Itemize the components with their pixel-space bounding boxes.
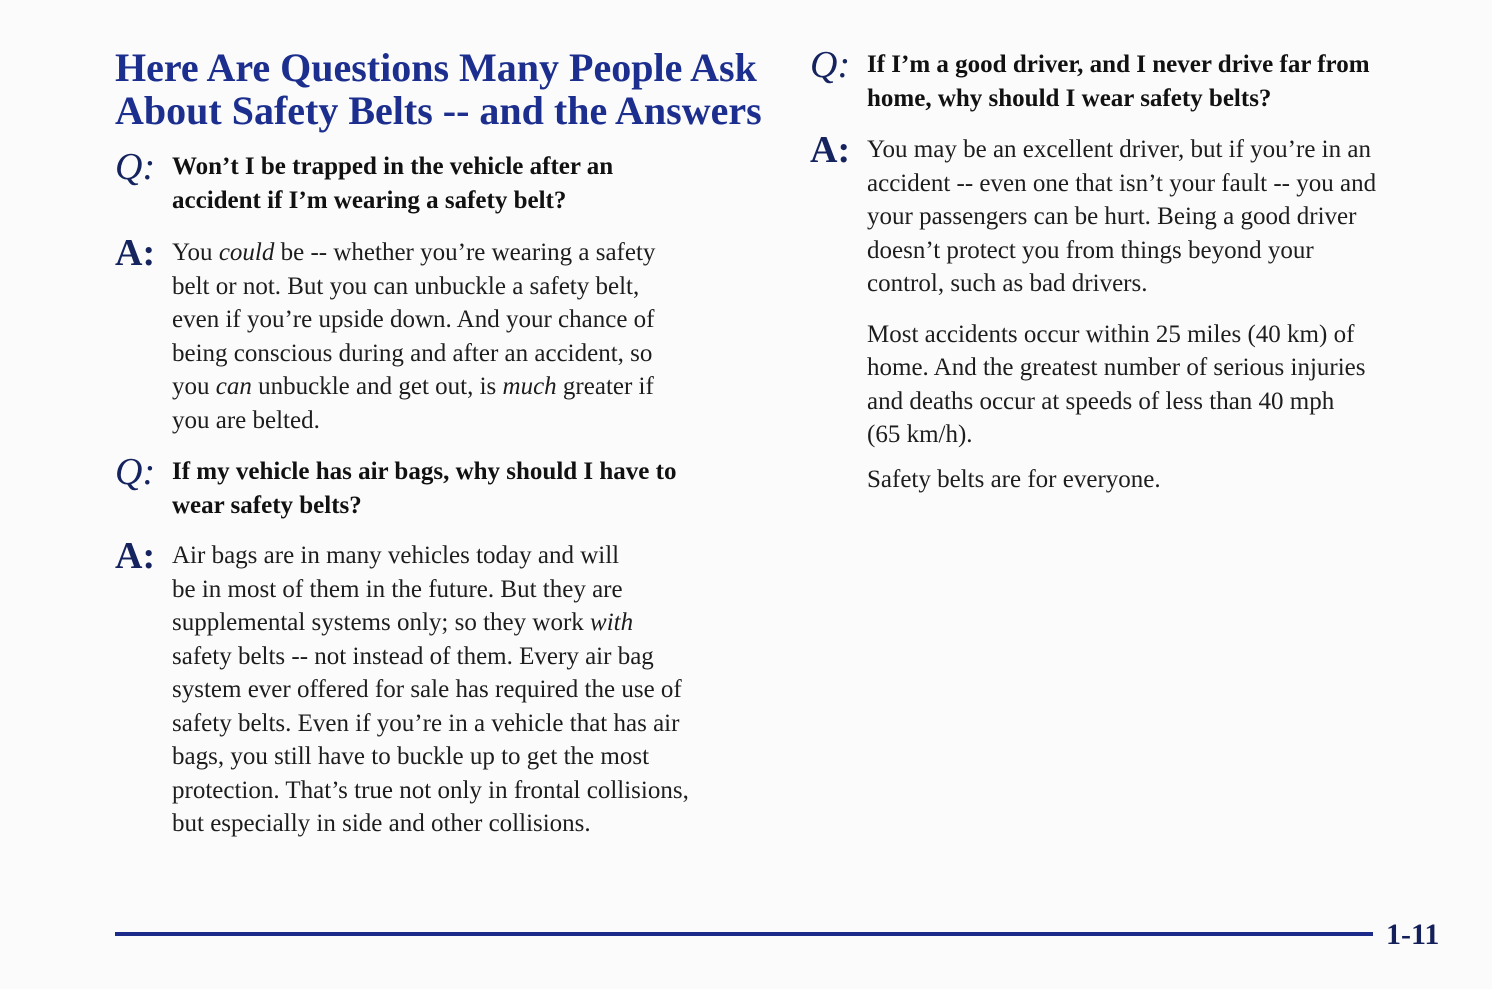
question-line: If I’m a good driver, and I never drive far from — [867, 51, 1370, 78]
paragraph-gap — [867, 301, 1467, 318]
answer-marker: A: — [810, 129, 851, 171]
answer-line: You could be -- whether you’re wearing a safety — [172, 239, 656, 266]
answer-line: You may be an excellent driver, but if you’re in an — [867, 136, 1371, 163]
heading-line-2: About Safety Belts -- and the Answers — [115, 88, 762, 133]
answer-line: protection. That’s true not only in frontal collisions, — [172, 776, 689, 804]
footer-rule — [115, 932, 1373, 936]
answer-line: and deaths occur at speeds of less than 40 mph — [867, 387, 1335, 415]
answer-line: Air bags are in many vehicles today and will — [172, 542, 620, 569]
answer-line: safety belts. Even if you’re in a vehicle that has air — [172, 709, 680, 737]
answer-line: safety belts -- not instead of them. Every air bag — [172, 642, 654, 670]
answer-line: (65 km/h). — [867, 421, 973, 448]
question-line: wear safety belts? — [172, 492, 362, 519]
question-line: Won’t I be trapped in the vehicle after an — [172, 153, 614, 180]
answer-line: your passengers can be hurt. Being a good driver — [867, 203, 1357, 230]
question-line: home, why should I wear safety belts? — [867, 85, 1272, 112]
answer-line: being conscious during and after an accident, so — [172, 339, 653, 367]
answer-line: supplemental systems only; so they work with — [172, 609, 634, 636]
question-marker: Q: — [115, 146, 156, 188]
answer-line: even if you’re upside down. And your chance of — [172, 306, 655, 333]
answer-line: doesn’t protect you from things beyond your — [867, 236, 1314, 264]
page-number: 1-11 — [1386, 918, 1440, 951]
answer-line: accident -- even one that isn’t your fault -- you and — [867, 169, 1377, 197]
question-marker: Q: — [115, 451, 156, 493]
answer-line: you can unbuckle and get out, is much greater if — [172, 373, 654, 400]
question-marker: Q: — [810, 44, 851, 86]
answer-line: home. And the greatest number of serious injuries — [867, 354, 1366, 381]
answer-line: bags, you still have to buckle up to get the most — [172, 743, 650, 770]
answer-line: belt or not. But you can unbuckle a safety belt, — [172, 272, 640, 300]
page-heading — [115, 46, 775, 132]
question-line: If my vehicle has air bags, why should I have to — [172, 458, 677, 485]
answer-line: system ever offered for sale has required the use of — [172, 676, 682, 703]
answer-marker: A: — [115, 535, 156, 577]
answer-line: you are belted. — [172, 406, 320, 434]
paragraph-gap — [867, 452, 1467, 463]
answer-marker: A: — [115, 232, 156, 274]
answer-line: but especially in side and other collisions. — [172, 810, 591, 837]
question-line: accident if I’m wearing a safety belt? — [172, 187, 567, 214]
answer-line: Most accidents occur within 25 miles (40 km) of — [867, 320, 1355, 348]
heading-line-1: Here Are Questions Many People Ask — [115, 45, 757, 90]
answer-line: Safety belts are for everyone. — [867, 465, 1161, 493]
answer-line: be in most of them in the future. But they are — [172, 575, 623, 603]
answer-line: control, such as bad drivers. — [867, 270, 1148, 297]
